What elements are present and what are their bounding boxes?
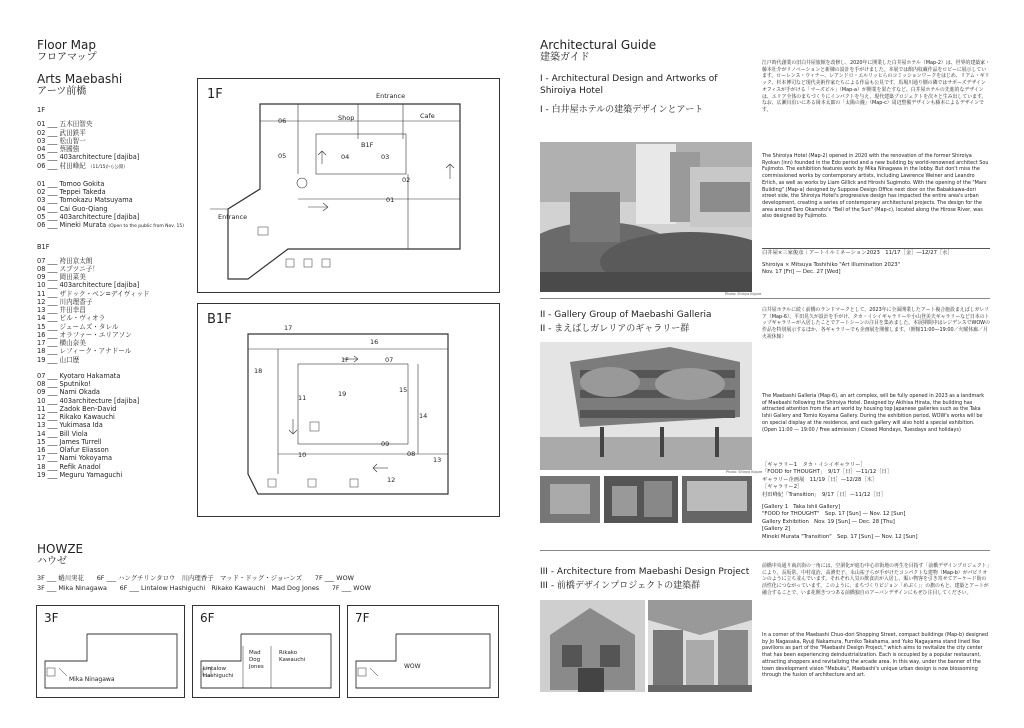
room-02: 02 [402, 176, 411, 184]
plan-b1f-walls [198, 304, 499, 516]
list-item: 09 ___ Nami Okada [37, 388, 100, 397]
event-line: [Gallery 1 Taka Ishii Gallery] [762, 504, 841, 511]
list-item-text: 06 ___ Mineki Murata [37, 221, 107, 229]
to-1f-label: 1F [341, 356, 349, 364]
event-line: 村田峰紀「Transition」 9/17［日］—11/12［日］ [762, 491, 887, 498]
list-item: 19 ___ 山口歴 [37, 355, 80, 364]
list-heading: B1F [37, 243, 50, 252]
list-item: 15 ___ ジェームズ・タレル [37, 322, 119, 331]
guide-header [540, 38, 656, 64]
photo-gallery-2-drawing [604, 476, 678, 523]
guide-title-jp: 建築ガイド [540, 52, 590, 63]
section-2-body-jp: 白井屋ホテルに続く前橋のランドマークとして、2023年に全面開業したアート複合施設まえばしガレリア（Map-6）。平田晃久が設計を手がけ、タカ・イシイギャラリーや小山登美夫ギャラリーなど日本のトップギャラリーが入居したことでアートシーンの注目を集めました。本展期間中はレジデンスでWOWの作品を特別展示するほか、各ギャラリーでも企画展を開催します。（開館11:00—19:00／火曜休廊／月火祝休館） [762, 307, 990, 340]
gallery-photo-2 [604, 476, 678, 523]
list-item: 05 ___ 403architecture [dajiba] [37, 212, 140, 221]
photo-dp-2-drawing [648, 600, 752, 692]
floor-map-header [37, 38, 122, 98]
section-divider-2 [540, 550, 990, 551]
plan-1f-label: 1F [207, 87, 223, 102]
list-item: 12 ___ Rikako Kawauchi [37, 413, 115, 421]
entrance-left-label: Entrance [218, 213, 248, 221]
guide-title: Architectural Guide [540, 38, 657, 52]
list-item: 18 ___ Refik Anadol [37, 462, 101, 471]
section-2-events [762, 462, 918, 541]
list-item: 01 ___ Tomoo Gokita [37, 179, 105, 188]
plan-1f-walls [198, 79, 499, 292]
plan-1f [197, 78, 500, 293]
gallery-photo-1 [540, 476, 600, 523]
section-2-body-en: The Maebashi Galleria (Map-6), an art complex, will be fully opened in 2023 as a landmark of Maebashi following the Shiroiya Hotel. Designed by Akihisa Hirata, the building has attracted attention from the art world by housing top Japanese galleries such as the Taka Ishii Gallery and Tomio Koyama Gallery. During the exhibition period, WOW's works will be on special display at the residence, and each gallery will also hold a special exhibition. (Open 11:00 — 19:00 / Free admission / Closed Mondays, Tuesdays and holidays) [762, 393, 985, 433]
plan-7f-artist: WOW [404, 663, 421, 670]
design-project-photo-2 [648, 600, 752, 692]
photo-credit-2: Photo: Shinya Kigure [726, 470, 763, 474]
entrance-top-label: Entrance [376, 92, 406, 100]
event-line: 「FOOD for THOUGHT」 9/17［日］—11/12［日］ [762, 469, 893, 476]
section-1-title: I - Architectural Design and Artworks of Shiroiya Hotel [540, 74, 718, 96]
photo-gallery-1-drawing [540, 476, 600, 523]
list-item: 07 ___ 袴田京太朗 [37, 256, 93, 265]
room-03: 03 [381, 153, 390, 161]
event-en-dates: Nov. 17 [Fri] — Dec. 27 [Wed] [762, 269, 841, 275]
room-12: 12 [387, 476, 396, 484]
photo-dp-1-drawing [540, 600, 645, 692]
cafe-label: Cafe [420, 112, 435, 120]
list-item: 10 ___ 403architecture [dajiba] [37, 281, 140, 290]
design-project-photo-1 [540, 600, 645, 692]
list-item-text: 06 ___ 村田峰紀 [37, 161, 86, 170]
howze-header [37, 542, 83, 568]
section-2-title: II - Gallery Group of Maebashi Galleria [540, 310, 712, 320]
list-item: 11 ___ ザドック・ベン=デイヴィッド [37, 289, 150, 298]
photo-gallery-3-drawing [682, 476, 752, 523]
howze-title: HOWZE [37, 542, 84, 556]
list-item: 16 ___ オラファー・エリアソン [37, 330, 132, 339]
section-2-title-jp: II - まえばしガレリアのギャラリー群 [540, 324, 690, 334]
list-item: 13 ___ 井田幸昌 [37, 306, 86, 314]
section-1-body-jp: 江戸時代創業の旧白井屋旅館を改修し、2020年に開業した白井屋ホテル（Map-2）は、世界的建築家・藤本壮介がリノベーションと新棟の設計を手がけました。本展では館内収蔵作品をロビーに展示しています。ローレンス・ウィナー、レアンドロ・エルリッヒらのコミッションワークをはじめ、リアム・ギリック、杉本博司など現代美術作家たちによる作品も公見です。馬場川通り側の隣ではサポーズデザインオフィスが手がける「マーズビル」（Map-a）が開業を果たすなど、白井屋ホテルの先進的なデザインは、エリア全体のまちづくりにインパクトを与え、現代建築プロジェクトを次々と生み出しています。なお、広瀬川沿いにある岡本太郎の「太陽の鐘」（Map-c）周辺整備デザインも藤本によるデザインです。 [762, 60, 990, 113]
room-19: 19 [338, 390, 347, 398]
list-item-note: （11/15から公開） [87, 164, 128, 170]
room-07: 07 [385, 356, 394, 364]
list-item: 12 ___ 川内理香子 [37, 297, 93, 306]
event-en-title: Shiroiya × Mitsuya Toshihiko "Art Illumination 2023" [762, 262, 901, 268]
list-item: 14 ___ Bill Viola [37, 429, 88, 438]
venue-name-jp: アーツ前橋 [37, 86, 87, 97]
photo-shiroiya-drawing [540, 142, 752, 292]
section-1-body-en: The Shiroiya Hotel (Map-2) opened in 2020 with the renovation of the former Shiroiya Ryokan (inn) founded in the Edo period and a new building by world-renowned architect Sou Fujimoto. The exhibition features work by Mika Ninagawa in the lobby. But don't miss the commissioned works by contemporary artists, including Lawrence Weiner and Leandro Erlich, as well as works by Liam Gillick and Hiroshi Sugimoto. With the opening of the "Mars Building" (Map-a) designed by Suppose Design Office next door on the Babakkawa-dori street side, the Shiroiya Hotel's progressive design has impacted the entire area's urban development, creating a series of contemporary architectural projects. The design for the area around Taro Okamoto's "Bell of the Sun" (Map-c), located along the Hirose River, was also designed by Fujimoto. [762, 153, 989, 220]
plan-3f-label: 3F [44, 611, 59, 625]
artist-list-1f [37, 106, 184, 479]
room-18: 18 [254, 367, 263, 375]
howze-title-jp: ハウゼ [37, 556, 67, 567]
plan-6f-artist-3: Rikako Kawauchi [279, 650, 306, 663]
list-item: 09 ___ 岡田菜美 [37, 273, 86, 281]
event-jp: 白井屋×三家俊彦｜アートイルミネーション2023 11/17［金］―12/27［水］ [762, 250, 953, 256]
gallery-photo-3 [682, 476, 752, 523]
shiroiya-hotel-photo [540, 142, 752, 292]
floor-map-title: Floor Map [37, 38, 96, 52]
plan-3f-artist: Mika Ninagawa [69, 676, 115, 683]
floor-map-title-jp: フロアマップ [37, 52, 97, 63]
plan-b1f-label: B1F [207, 312, 232, 327]
list-item: 02 ___ 武田鉄平 [37, 128, 86, 137]
room-01: 01 [386, 196, 395, 204]
event-line: Mineki Murata "Transition" Sep. 17 [Sun] — Nov. 12 [Sun] [762, 533, 918, 540]
list-item: 10 ___ 403architecture [dajiba] [37, 396, 140, 405]
plan-howze-6f [192, 605, 340, 698]
plan-7f-label: 7F [355, 611, 370, 625]
plan-3f-walls [37, 606, 184, 697]
event-line: [Gallery 2] [762, 526, 791, 533]
list-item: 01 ___ 五木田智央 [37, 120, 93, 129]
photo-galleria-drawing [540, 342, 752, 470]
list-item: 17 ___ Nami Yokoyama [37, 454, 113, 463]
venue-name: Arts Maebashi [37, 72, 123, 86]
section-1-title-jp: I - 白井屋ホテルの建築デザインとアート [540, 105, 704, 115]
section-3-body-en: In a corner of the Maebashi Chuo-dori Shopping Street, compact buildings (Map-b) designed by Jo Nagasaka, Ryuji Nakamura, Fumiko Takahama, and Yuko Nagayama stand lined like pavilions as part of the "Maebashi Design Project," which aims to revitalize the city center that has been experiencing deindustrialization. Each is occupied by a popular restaurant, attracting shoppers and revitalizing the arcade area. In this way, under the banner of the town development vision "Mebuku", Maebashi's unique urban design is now blossoming through the fusion of architecture and art. [762, 632, 988, 679]
section-1-divider [762, 248, 990, 249]
section-divider [540, 298, 990, 299]
list-item: 15 ___ James Turrell [37, 437, 102, 446]
room-05: 05 [278, 152, 287, 160]
list-item: 08 ___ スプツニ子！ [37, 264, 99, 273]
list-item-note: (Open to the public from Nov. 15) [108, 224, 184, 229]
room-10: 10 [298, 451, 307, 459]
list-item: 18 ___ レフィーク・アナドール [37, 347, 132, 356]
plan-6f-artist-2: Mad Dog Jones [249, 650, 264, 670]
room-09: 09 [381, 440, 390, 448]
list-item: 11 ___ Zadok Ben-David [37, 404, 117, 413]
b1f-label: B1F [361, 141, 374, 149]
list-item: 08 ___ Sputniko! [37, 380, 91, 388]
list-item: 04 ___ Cai Guo-Qiang [37, 204, 108, 213]
section-3-title-jp: III - 前橋デザインプロジェクトの建築群 [540, 581, 701, 591]
photo-credit: Photo: Shinya Kigure [725, 292, 762, 296]
list-item: 05 ___ 403architecture [dajiba] [37, 153, 140, 162]
list-item: 04 ___ 蔡國強 [37, 145, 80, 153]
list-item: 03 ___ Tomokazu Matsuyama [37, 196, 133, 205]
room-14: 14 [419, 412, 428, 420]
room-04: 04 [341, 153, 350, 161]
galleria-photo [540, 342, 752, 470]
room-08: 08 [407, 450, 416, 458]
list-item: 13 ___ Yukimasa Ida [37, 421, 103, 430]
room-16: 16 [370, 338, 379, 346]
room-11: 11 [298, 394, 307, 402]
event-line: ［ギャラリー1 タカ・イシイギャラリー］ [762, 462, 866, 468]
list-item: 14 ___ ビル・ヴィオラ [37, 314, 106, 323]
room-17: 17 [284, 324, 293, 332]
plan-b1f [197, 303, 500, 517]
event-line: Gallery Exhibition Nov. 19 [Sun] — Dec. 28 [Thu] [762, 518, 895, 525]
list-item [37, 221, 184, 231]
list-item: 03 ___ 松山智一 [37, 136, 86, 145]
list-item: 07 ___ Kyotaro Hakamata [37, 371, 121, 380]
plan-6f-label: 6F [200, 611, 215, 625]
list-item: 02 ___ Teppei Takeda [37, 188, 106, 196]
plan-6f-artist-1: Lintalow Hashiguchi [203, 666, 234, 679]
list-heading: 1F [37, 106, 45, 114]
event-line: ［ギャラリー2］ [762, 484, 803, 491]
shop-label: Shop [338, 114, 355, 122]
section-3-title: III - Architecture from Maebashi Design Project [540, 567, 750, 577]
list-item: 17 ___ 横山奈美 [37, 339, 86, 347]
plan-howze-3f [36, 605, 185, 698]
list-item [37, 162, 184, 172]
plan-howze-7f [347, 605, 499, 698]
room-13: 13 [433, 456, 442, 464]
section-3-body-jp: 前橋中央通り商店街の一角には、空洞化が進む中心市街地の再生を目指す「前橋デザインプロジェクト」により、長坂常、中村竜治、高濱史子、永山祐子らが手がけたコンパクトな建物（Map-b）がパビリオンのように立ち並んでいます。それぞれ人気の飲食店が入居し、賑い物客を引き寄せてアーケード街の活性化につながっています。このように、まちづくりビジョン「めぶく」」の旗のもと、建築とアートが融合することで、いま花開きつつある前橋独自のアーバンデザインにもぜひ注目してください。 [762, 563, 989, 596]
list-item: 19 ___ Meguru Yamaguchi [37, 470, 123, 479]
event-line: ギャラリー企画展 11/19［日］—12/28［木］ [762, 476, 878, 483]
room-06: 06 [278, 117, 287, 125]
plan-7f-walls [348, 606, 498, 697]
howze-list-jp: 3F ___ 蜷川実花 6F ___ ハングチリンタロウ 川内理香子 マッド・ドッグ・ジョーンズ 7F ___ WOW [37, 574, 354, 582]
event-line: "FOOD for THOUGHT" Sep. 17 [Sun] — Nov. 12 [Sun] [762, 511, 906, 518]
list-item: 16 ___ Olafur Eliasson [37, 446, 109, 454]
howze-list-en: 3F ___ Mika Ninagawa 6F ___ Lintalow Hashiguchi Rikako Kawauchi Mad Dog Jones 7F ___ WOW [37, 584, 371, 592]
room-15: 15 [399, 386, 408, 394]
